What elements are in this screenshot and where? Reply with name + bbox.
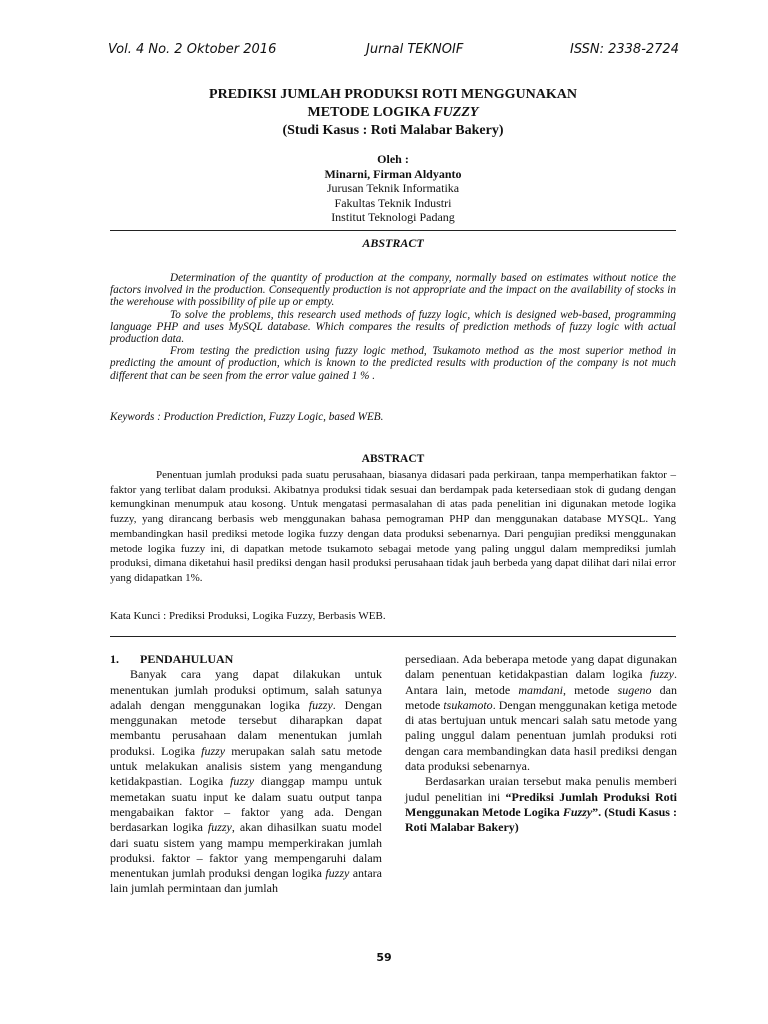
italic-term: fuzzy (230, 774, 255, 789)
page-number: 59 (376, 951, 392, 964)
text-run: . Dengan menggunakan ketiga metode di atas bertujuan untuk mencari salah satu metode yang paling unggul dalam penentuan jumlah produksi roti dengan cara membandingkan data hasil prediksi dengan data produksi sebenarnya. (405, 697, 677, 774)
divider-top (110, 230, 676, 231)
title-line-2-prefix: METODE LOGIKA (307, 105, 434, 120)
text-run: persediaan. Ada beberapa metode yang dapat digunakan dalam penentuan ketidakpastian dalam logika (405, 652, 677, 682)
section-title: PENDAHULUAN (140, 652, 234, 666)
section-number: 1. (110, 652, 119, 666)
author-by: Oleh : (377, 152, 409, 166)
author-faculty: Fakultas Teknik Industri (334, 195, 452, 210)
italic-term: fuzzy (207, 820, 232, 835)
body-column-right (405, 652, 677, 836)
title-line-2 (110, 104, 676, 122)
abstract-id-body (110, 468, 676, 586)
italic-term: fuzzy (201, 743, 226, 758)
abstract-en-paragraph: From testing the prediction using fuzzy logic method, Tsukamoto method as the most superior method in predicting the amount of production, which is known to the predicted results with production of the company is not much different that can be seen from the error value gained 1 % . (110, 345, 676, 382)
abstract-id-paragraph: Penentuan jumlah produksi pada suatu perusahaan, biasanya didasari pada perkiraan, tanpa memperhatikan faktor – faktor yang terlibat dalam produksi. Akibatnya produksi tidak sesuai dan berdampak pada ketersediaan stok di gudang dengan kemungkinan menumpuk atau kosong. Untuk mengatasi permasalahan di atas pada penelitian ini digunakan metode logika fuzzy, yang dirancang berbasis web menggunakan bahasa pemograman PHP dan menggunakan database MYSQL. Yang membandingkan hasil prediksi metode logika fuzzy dengan data produksi sebenarnya. Dari pengujian prediksi menggunakan metode logika fuzzy ini, di dapatkan metode tsukamoto sebagai metode yang paling unggul dalam memprediksi jumlah produksi, dimana diketahui hasil prediksi dengan hasil produksi perusahaan tidak jauh berbeda yang dapat dilihat dari nilai error yang didapatkan 1%. (110, 469, 676, 584)
title-line-1: PREDIKSI JUMLAH PRODUKSI ROTI MENGGUNAKAN (209, 87, 577, 102)
italic-term: fuzzy (650, 667, 674, 682)
keywords-en: Keywords : Production Prediction, Fuzzy Logic, based WEB. (110, 411, 384, 423)
text-run: Banyak cara yang dapat dilakukan untuk menentukan jumlah produksi optimum, salah satunya adalah dengan menggunakan logika (110, 667, 382, 712)
body-paragraph (110, 667, 382, 896)
text-run: , akan dihasilkan suatu model dari suatu sistem yang mampu memperkirakan jumlah produksi. faktor – faktor yang mempengaruhi dalam menentukan jumlah produksi dengan logika (110, 820, 382, 881)
text-run: Berdasarkan uraian tersebut maka penulis memberi judul penelitian ini (405, 774, 677, 804)
author-department: Jurusan Teknik Informatika (326, 181, 460, 195)
header-volume: Vol. 4 No. 2 Oktober 2016 (108, 42, 277, 57)
abstract-en-body (110, 272, 676, 382)
text-run: , metode (563, 682, 618, 697)
divider-bottom (110, 636, 676, 637)
italic-term: fuzzy (308, 697, 333, 712)
body-paragraph (405, 652, 677, 774)
title-line-2-italic: FUZZY (433, 105, 479, 120)
text-run: merupakan salah satu metode untuk melakukan analisis sistem yang mengandung ketidakpastian. Logika (110, 743, 382, 789)
bold-run: ”. (Studi Kasus : Roti Malabar Bakery) (405, 804, 677, 835)
abstract-en-paragraph: Determination of the quantity of production at the company, normally based on estimates without notice the factors involved in the production. Consequently production is not appropriate and the impact on the availability of stocks in the werehouse with possibility of pile up or empty. (110, 272, 676, 309)
bold-run: “Prediksi Jumlah Produksi Roti Menggunakan Metode Logika (405, 789, 677, 819)
author-block (110, 152, 676, 225)
section-heading (110, 652, 382, 667)
bold-italic-term: Fuzzy (562, 804, 593, 819)
abstract-id-heading: ABSTRACT (361, 453, 425, 465)
italic-term: mamdani (518, 682, 563, 697)
text-run: . Dengan menggunakan metode tersebut diharapkan dapat membantu perusahaan dalam menentukan jumlah produksi. Logika (110, 697, 382, 758)
keywords-id: Kata Kunci : Prediksi Produksi, Logika Fuzzy, Berbasis WEB. (110, 610, 386, 622)
italic-term: tsukamoto (443, 697, 493, 712)
text-run: dianggap mampu untuk memetakan suatu input ke dalam suatu output tanpa mengabaikan faktor – faktor yang ada. Dengan berdasarkan logika (110, 774, 382, 835)
header-issn: ISSN: 2338-2724 (570, 42, 679, 57)
text-run: . Antara lain, metode (405, 667, 677, 697)
paper-title (110, 86, 676, 140)
body-paragraph (405, 774, 677, 835)
abstract-en-heading: ABSTRACT (362, 236, 424, 250)
text-run: antara lain jumlah permintaan dan jumlah (110, 866, 382, 896)
author-institution: Institut Teknologi Padang (331, 210, 455, 224)
italic-term: sugeno (617, 682, 652, 697)
title-subtitle: (Studi Kasus : Roti Malabar Bakery) (282, 123, 504, 138)
author-names: Minarni, Firman Aldyanto (324, 166, 462, 181)
body-column-left (110, 652, 382, 897)
text-run: dan metode (405, 682, 678, 712)
abstract-en-paragraph: To solve the problems, this research used methods of fuzzy logic, which is designed web-based, programming language PHP and uses MySQL database. Which compares the results of prediction methods of fuzzy logic with actual production data. (110, 308, 676, 346)
header-journal: Jurnal TEKNOIF (366, 42, 464, 57)
italic-term: fuzzy (325, 866, 350, 881)
